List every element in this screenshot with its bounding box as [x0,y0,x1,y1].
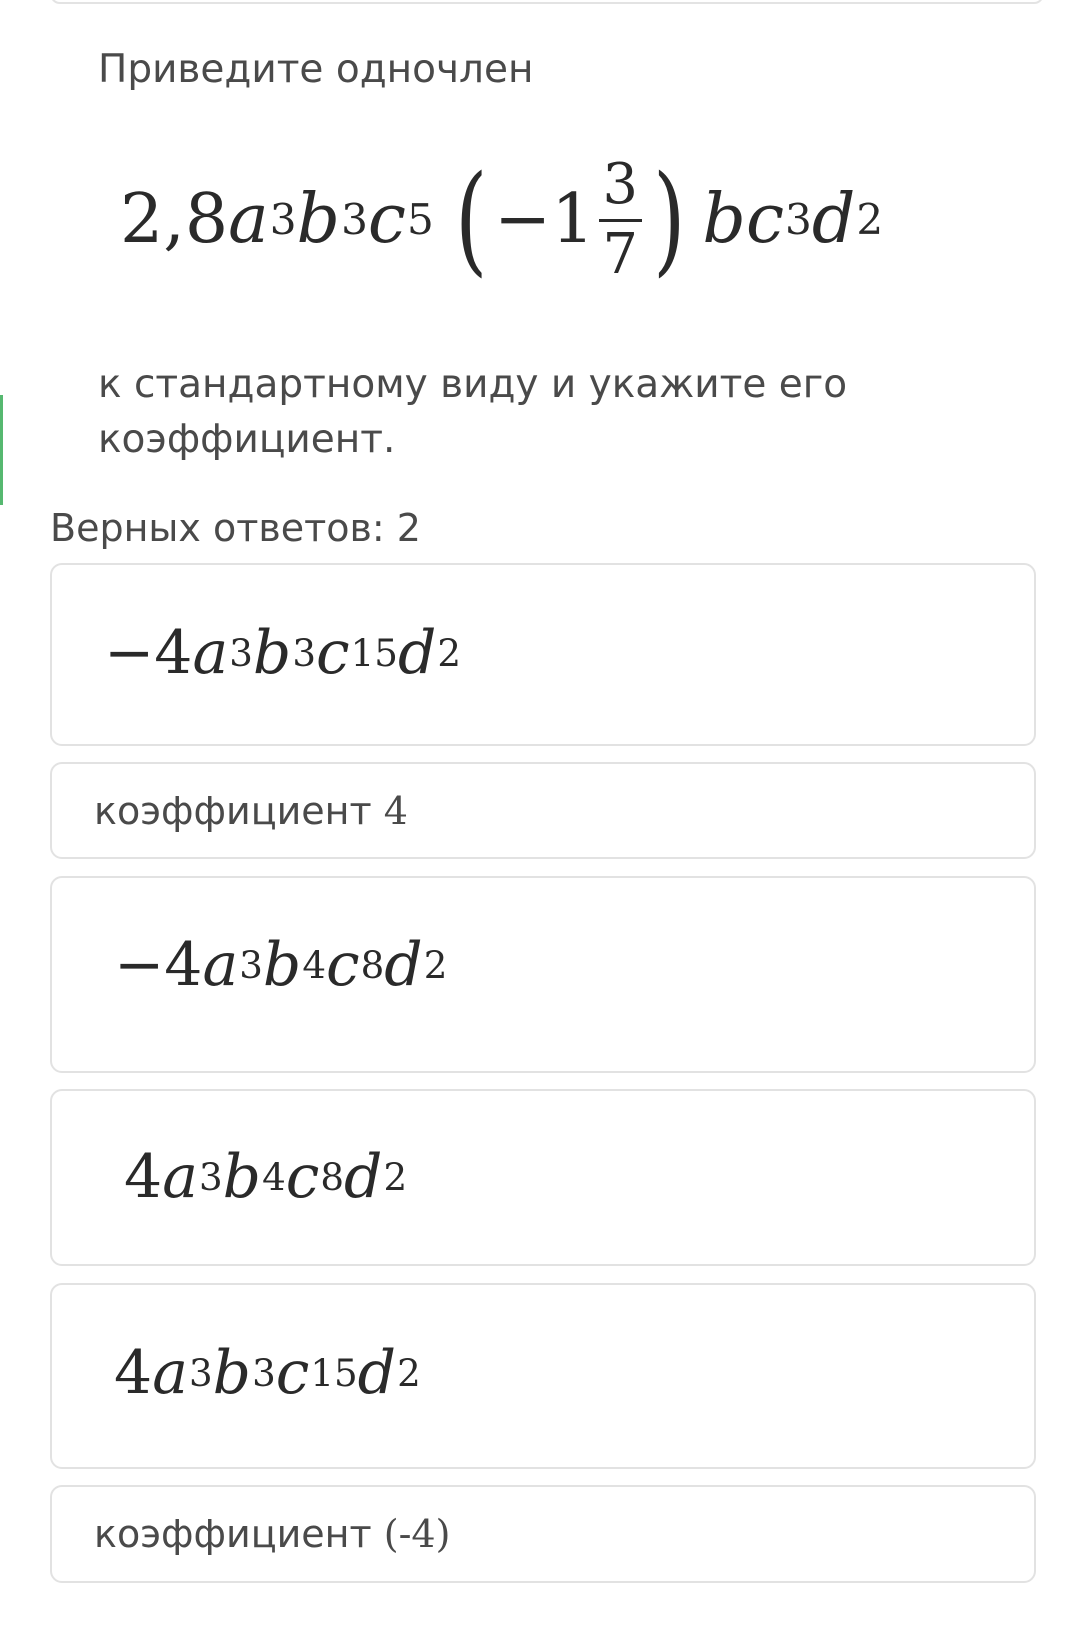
expr-coefficient: 2,8 [120,180,229,259]
option-coefficient: 4 [114,1338,153,1408]
option-var: b [252,618,292,688]
question-expression: 2,8 a 3 b 3 c 5 ( −1 $\frac{3}{7}$ ) b c 3 d 2 [120,150,884,289]
option-var: d [397,618,437,688]
option-coefficient: −4 [114,930,203,1000]
option-var: a [152,1338,188,1408]
option-value: (-4) [383,1512,451,1556]
option-var: c [316,618,350,688]
expr-fraction [599,151,642,287]
expr-fraction-denominator: 7 [599,219,642,285]
expr-paren-open: ( [454,150,488,289]
option-var: c [285,1142,320,1212]
answer-option-expression: −4 a 3 b 4 c 8 d 2 [114,930,448,1000]
correct-answers-count: Верных ответов: 2 [50,506,421,550]
expr-var-c2: c [745,180,785,259]
option-value: 4 [383,789,408,833]
answer-option-text [94,1512,451,1556]
answer-option-1[interactable] [50,563,1036,746]
question-prompt-line-1: Приведите одночлен [98,47,534,92]
answer-option-6[interactable] [50,1485,1036,1583]
answer-option-expression: −4 a 3 b 3 c 15 d 2 [104,618,462,688]
answer-option-text [94,789,408,833]
answer-option-3[interactable] [50,876,1036,1073]
option-label: коэффициент [94,789,372,833]
expr-paren-close: ) [652,150,686,289]
expr-var-d: d [811,180,856,259]
option-coefficient: −4 [104,618,193,688]
option-coefficient: 4 [124,1142,163,1212]
expr-var-c: c [367,180,406,259]
answer-option-5[interactable] [50,1283,1036,1469]
option-var: c [326,930,360,1000]
expr-fraction-numerator: 3 [602,151,638,217]
option-var: a [162,1142,198,1212]
previous-card-edge [50,0,1044,4]
expr-var-b: b [296,180,341,259]
answer-option-expression: 4 a 3 b 3 c 15 d 2 [114,1338,421,1408]
option-var: a [202,930,239,1000]
expr-var-a: a [228,180,269,259]
option-var: d [357,1338,397,1408]
option-var: d [384,930,423,1000]
question-prompt-line-3: коэффициент. [98,417,396,462]
option-var: b [222,1142,262,1212]
question-prompt-line-2: к стандартному виду и укажите его [98,362,848,407]
question-accent-bar [0,395,3,505]
expr-mixed-whole: −1 [494,180,595,259]
option-label: коэффициент [94,1512,372,1556]
expr-var-b2: b [702,180,746,259]
answer-option-4[interactable] [50,1089,1036,1266]
option-var: b [212,1338,252,1408]
option-var: d [344,1142,383,1212]
answer-option-expression: 4 a 3 b 4 c 8 d 2 [124,1142,408,1212]
option-var: b [262,930,302,1000]
answer-option-2[interactable] [50,762,1036,859]
option-var: a [192,618,229,688]
option-var: c [275,1338,310,1408]
